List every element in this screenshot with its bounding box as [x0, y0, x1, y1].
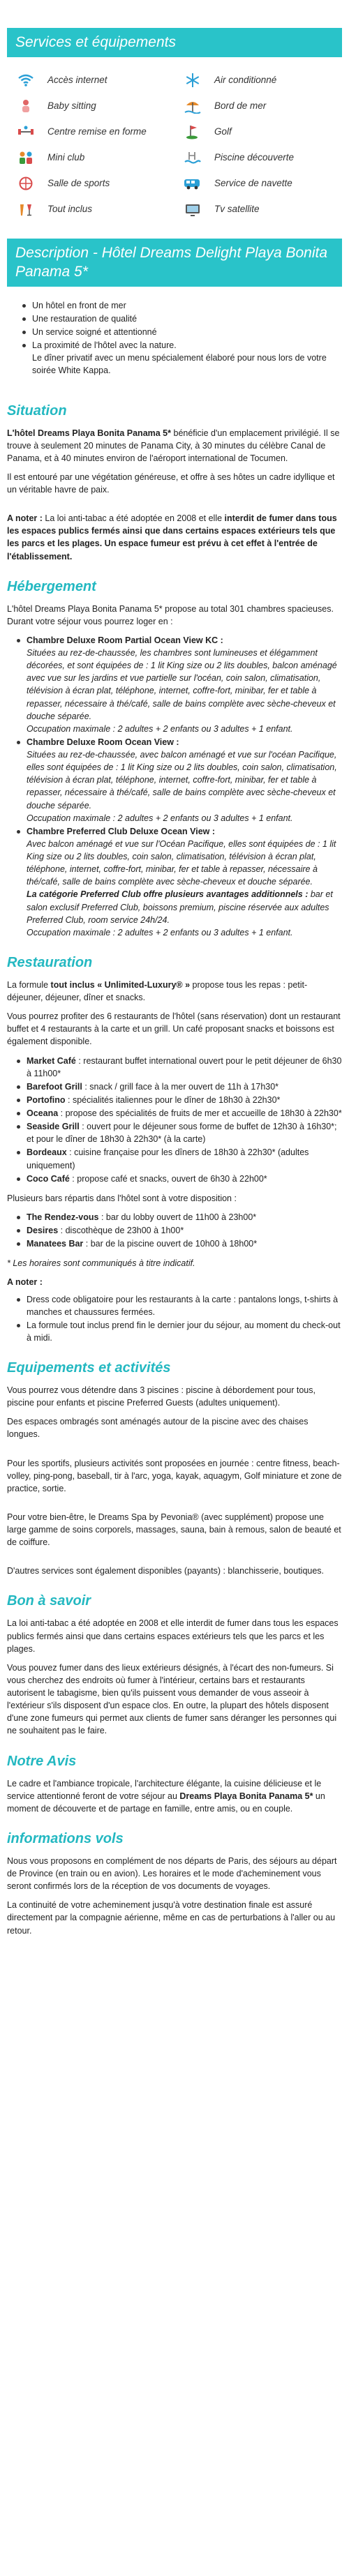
situation-paragraph-2: Il est entouré par une végétation généreuse, et offre à ses hôtes un cadre idyllique et un véritable havre de paix. [7, 472, 335, 495]
list-item: Un hôtel en front de mer [32, 299, 335, 312]
activites-paragraph: Pour votre bien-être, le Dreams Spa by Pevonia® (avec supplément) propose une large gamme de soins corporels, massages, sauna, bain à remous, salon de beauté et de coiffure. [7, 1512, 341, 1548]
services-grid [7, 57, 342, 229]
list-item: Une restauration de qualité [32, 312, 335, 325]
list-item: Oceana : propose des spécialités de fruits de mer et accueille de 18h30 à 22h30* [27, 1107, 342, 1120]
service-item-beach: Bord de mer [182, 93, 335, 119]
activites-paragraph: Vous pourrez vous détendre dans 3 piscines : piscine à débordement pour tous, piscine pour enfants et piscine Preferred Guests (adultes uniquement). [7, 1385, 315, 1408]
service-item-sports-hall: Salle de sports [15, 170, 168, 196]
page [0, 28, 349, 1957]
list-item: La formule tout inclus prend fin le dernier jour du séjour, au moment du check-out à midi. [27, 1319, 342, 1344]
restauration-footnote: * Les horaires sont communiqués à titre indicatif. [7, 1258, 195, 1269]
satellite-tv-icon [182, 201, 203, 218]
bon-savoir-paragraph: La loi anti-tabac a été adoptée en 2008 et elle interdit de fumer dans tous les espaces publics fermés ainsi que dans certains espaces extérieurs tels que les parcs et les plages. [7, 1618, 339, 1654]
list-item: Seaside Grill : ouvert pour le déjeuner sous forme de buffet de 12h30 à 16h30*; et pour le dîner de 18h30 à 22h30* (à la carte) [27, 1120, 342, 1145]
fitness-icon [15, 123, 36, 140]
list-item: Coco Café : propose café et snacks, ouvert de 6h30 à 22h00* [27, 1173, 342, 1185]
baby-icon [15, 98, 36, 114]
list-item: Barefoot Grill : snack / grill face à la mer ouvert de 11h à 17h30* [27, 1080, 342, 1093]
activites-paragraph: Pour les sportifs, plusieurs activités sont proposées en journée : centre fitness, beach-volley, ping-pong, baseball, tir à l'arc, yoga, kayak, aquagym, Golf miniature et zone de practice, sortie. [7, 1458, 342, 1493]
service-item-golf: Golf [182, 119, 335, 144]
bon-savoir-paragraph: Vous pouvez fumer dans des lieux extérieurs désignés, à l'écart des non-fumeurs. Si vous cherchez des endroits où fumer à l'intérieur, certains bars et restaurants autorisent le tabagisme, bien qu'ils puissent vous demander de vous asseoir à l'extérieur s'ils disposent d'un espace clos. En outre, la plupart des hôtels disposent d'une zone fumeurs qui permet aux clients de fumer sans déranger les personnes qui ne souhaitent pas le faire. [7, 1662, 337, 1736]
shuttle-icon [182, 175, 203, 192]
service-item-baby-sitting: Baby sitting [15, 93, 168, 119]
restauration-title: Restauration [7, 954, 93, 970]
rooms-list [7, 634, 342, 939]
service-item-internet: Accès internet [15, 67, 168, 93]
infos-paragraph: La continuité de votre acheminement jusqu'à votre destination finale est assuré directement par la compagnie aérienne, même en cas de perturbations à l'aller ou au retour. [7, 1900, 336, 1936]
situation-title: Situation [7, 402, 67, 419]
restaurants-list [7, 1055, 342, 1185]
restauration-intro-2: Vous pourrez profiter des 6 restaurants de l'hôtel (sans réservation) dont un restaurant buffet et 4 restaurants à la carte et un grill. Un café proposant snacks et boissons est également disponible. [7, 1011, 341, 1047]
infos-title: informations vols [7, 1830, 124, 1846]
wifi-icon [15, 72, 36, 89]
golf-icon [182, 123, 203, 140]
list-item: Market Café : restaurant buffet international ouvert pour le petit déjeuner de 6h30 à 11h00* [27, 1055, 342, 1080]
avis-paragraph: Le cadre et l'ambiance tropicale, l'architecture élégante, la cuisine délicieuse et le service attentionné feront de votre séjour au Dreams Playa Bonita Panama 5* un moment de découverte et de partage en famille, entre amis, ou en couple. [7, 1778, 325, 1814]
restauration-note-title: A noter : [7, 1277, 43, 1288]
bon-savoir-title: Bon à savoir [7, 1593, 91, 1609]
restauration-notes [7, 1293, 342, 1345]
room-item: Chambre Deluxe Room Partial Ocean View KC : Situées au rez-de-chaussée, les chambres sont lumineuses et élégamment décorées, et sont équipées de : 1 lit King size ou 2 lits doubles, balcon aménagé avec vue sur les jardins et vue partielle sur l'océan, coin salon, climatisation, télévision à écran plat, téléphone, internet, coffre-fort, minibar, fer et table à repasser, nécessaire à thé/café, salle de bains complète avec sèche-cheveux et douche séparée. Occupation maximale : 2 adultes + 2 enfants ou 3 adultes + 1 enfant. [27, 634, 342, 735]
kids-club-icon [15, 149, 36, 166]
hebergement-intro: L'hôtel Dreams Playa Bonita Panama 5* propose au total 301 chambres spacieuses. Durant votre séjour vous pourrez loger en : [7, 603, 334, 626]
restauration-intro: La formule tout inclus « Unlimited-Luxury® » propose tous les repas : petit-déjeuner, déjeuner, dîner et snacks. [7, 979, 308, 1002]
situation-note: A noter : La loi anti-tabac a été adoptée en 2008 et elle interdit de fumer dans tous les espaces publics fermés ainsi que dans certains espaces extérieurs tels que les parcs et les plages. Un espace fumeur est prévu à cet effet à l'entrée de l'établissement. [7, 513, 337, 562]
description-block [7, 287, 342, 387]
service-item-fitness: Centre remise en forme [15, 119, 168, 144]
list-item: Un service soigné et attentionné [32, 326, 335, 338]
snowflake-icon [182, 72, 203, 89]
service-item-all-inclusive: Tout inclus [15, 196, 168, 222]
activites-paragraph: D'autres services sont également disponibles (payants) : blanchisserie, boutiques. [7, 1566, 325, 1576]
service-item-pool: Piscine découverte [182, 144, 335, 170]
beach-icon [182, 98, 203, 114]
infos-paragraph: Nous vous proposons en complément de nos départs de Paris, des séjours au départ de Province (en train ou en avion). Les horaires et le mode d'acheminement vous seront confirmés lors de la réception de vos documents de voyages. [7, 1855, 337, 1892]
pool-icon [182, 149, 203, 166]
service-item-satellite-tv: Tv satellite [182, 196, 335, 222]
service-item-mini-club: Mini club [15, 144, 168, 170]
situation-paragraph: L'hôtel Dreams Playa Bonita Panama 5* bénéficie d'un emplacement privilégié. Il se trouve à seulement 20 minutes de Panama City, à 30 minutes du célèbre Canal de Panama, et à 40 minutes environ de l'aéroport international de Tocumen. [7, 428, 340, 463]
sports-hall-icon [15, 175, 36, 192]
activites-paragraph: Des espaces ombragés sont aménagés autour de la piscine avec des chaises longues. [7, 1417, 309, 1440]
list-item: Desires : discothèque de 23h00 à 1h00* [27, 1224, 342, 1237]
list-item: Bordeaux : cuisine française pour les dîners de 18h30 à 22h30* (adultes uniquement) [27, 1146, 342, 1171]
service-item-ac: Air conditionné [182, 67, 335, 93]
bars-list [7, 1211, 342, 1250]
description-list [20, 299, 335, 377]
list-item: La proximité de l'hôtel avec la nature. Le dîner privatif avec un menu spécialement élaboré pour nous lors de votre soirée White Kappa. [32, 339, 335, 377]
room-item: Chambre Preferred Club Deluxe Ocean View : Avec balcon aménagé et vue sur l'Océan Pacifique, elles sont équipées de : 1 lit King size ou 2 lits doubles, coin salon, climatisation, télévision à écran plat, téléphone, internet, coffre-fort, minibar, fer et table à repasser, nécessaire à thé/café, salle de bains complète avec sèche-cheveux et douche séparée. La catégorie Preferred Club offre plusieurs avantages additionnels : bar et salon exclusif Preferred Club, boissons premium, piscine réservée aux adultes Preferred Club, room service 24h/24. Occupation maximale : 2 adultes + 2 enfants ou 3 adultes + 1 enfant. [27, 825, 342, 939]
services-header: Services et équipements [7, 28, 342, 57]
hebergement-title: Hébergement [7, 578, 96, 594]
list-item: Dress code obligatoire pour les restaurants à la carte : pantalons longs, t-shirts à manches et chaussures fermées. [27, 1293, 342, 1318]
all-inclusive-icon [15, 201, 36, 218]
room-item: Chambre Deluxe Room Ocean View : Situées au rez-de-chaussée, avec balcon aménagé et vue sur l'océan Pacifique, elles sont équipées de : 1 lit King size ou 2 lits doubles, coin salon, climatisation, télévision à écran plat, téléphone, internet, coffre-fort, minibar, fer et table à repasser, nécessaire à thé/café, salle de bains complète avec sèche-cheveux et douche séparée. Occupation maximale : 2 adultes + 2 enfants ou 3 adultes + 1 enfant. [27, 736, 342, 824]
bars-intro: Plusieurs bars répartis dans l'hôtel sont à votre disposition : [7, 1193, 237, 1203]
avis-title: Notre Avis [7, 1753, 77, 1769]
activites-title: Equipements et activités [7, 1360, 171, 1376]
list-item: Manatees Bar : bar de la piscine ouvert de 10h00 à 18h00* [27, 1237, 342, 1250]
list-item: The Rendez-vous : bar du lobby ouvert de 11h00 à 23h00* [27, 1211, 342, 1223]
service-item-shuttle: Service de navette [182, 170, 335, 196]
description-header: Description - Hôtel Dreams Delight Playa Bonita Panama 5* [7, 239, 342, 287]
list-item: Portofino : spécialités italiennes pour le dîner de 18h30 à 22h30* [27, 1094, 342, 1106]
